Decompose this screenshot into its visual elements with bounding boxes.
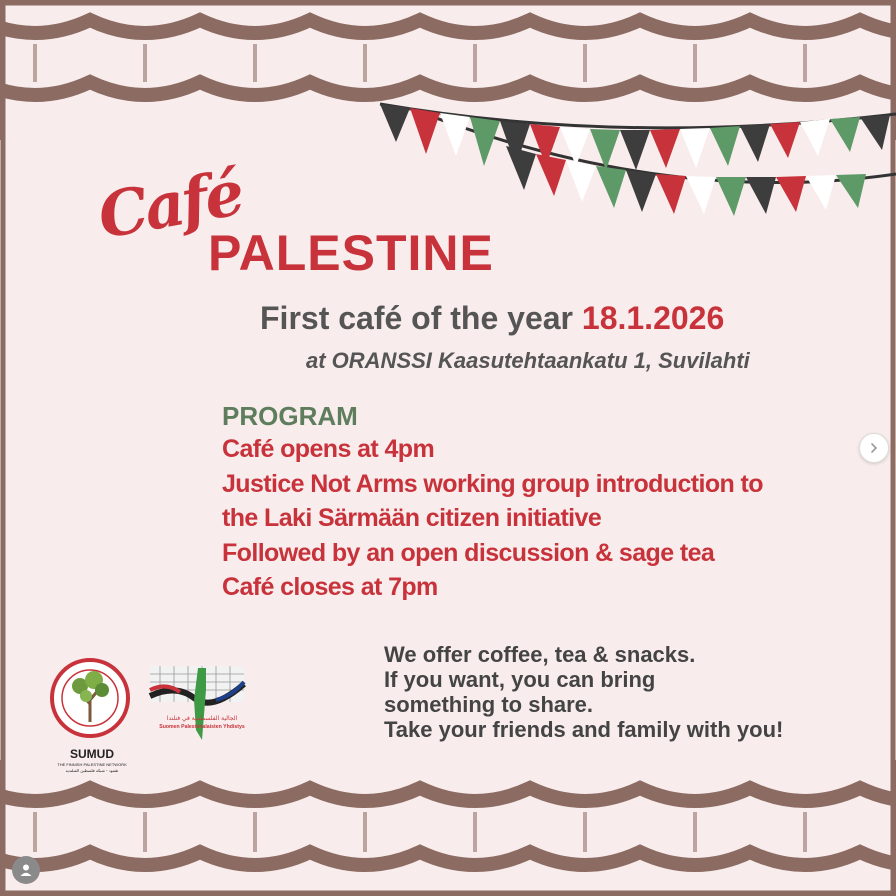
event-headline bbox=[260, 300, 724, 337]
program-item: Café closes at 7pm bbox=[222, 573, 438, 601]
sumud-name: SUMUD bbox=[70, 747, 114, 761]
bunting-flags bbox=[376, 96, 896, 236]
sumud-subtitle: THE FINNISH PALESTINE NETWORK bbox=[57, 762, 127, 767]
event-date: 18.1.2026 bbox=[581, 300, 725, 336]
program-item: the Laki Särmään citizen initiative bbox=[222, 504, 602, 532]
sumud-arabic: صُمود - شبكة فلسطين الفنلندية bbox=[65, 768, 119, 773]
chevron-right-icon bbox=[867, 441, 881, 455]
offer-text bbox=[384, 642, 783, 742]
headline-text: First café of the year bbox=[260, 300, 582, 336]
offer-line: something to share. bbox=[384, 692, 594, 717]
program-item: Followed by an open discussion & sage tea bbox=[222, 538, 715, 567]
program-item: Justice Not Arms working group introduction to bbox=[222, 469, 763, 498]
tagged-users-button[interactable] bbox=[12, 856, 40, 884]
association-logo bbox=[146, 660, 254, 750]
program-item: Café opens at 4pm bbox=[222, 435, 435, 463]
association-finnish: Suomen Palestiinalaisten Yhdistys bbox=[159, 724, 245, 730]
association-arabic: الجالية الفلسطينية في فنلندا bbox=[166, 715, 238, 722]
sumud-logo bbox=[44, 656, 140, 776]
next-slide-button[interactable] bbox=[859, 433, 889, 463]
person-icon bbox=[18, 862, 34, 878]
program-section bbox=[222, 400, 763, 605]
offer-line: We offer coffee, tea & snacks. bbox=[384, 642, 696, 667]
offer-line: If you want, you can bring bbox=[384, 667, 656, 692]
poster-title: PALESTINE bbox=[208, 225, 494, 281]
program-heading: PROGRAM bbox=[222, 401, 358, 431]
cafe-script-title: Café bbox=[92, 156, 247, 253]
offer-line: Take your friends and family with you! bbox=[384, 717, 784, 742]
event-location: at ORANSSI Kaasutehtaankatu 1, Suvilahti bbox=[306, 348, 750, 373]
